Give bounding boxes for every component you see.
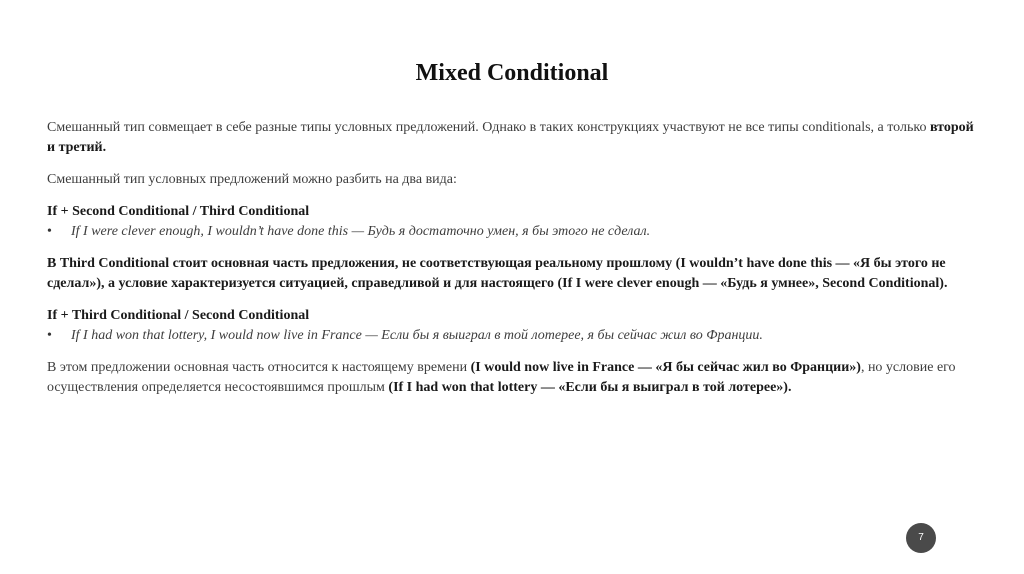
section2-bullet — [47, 326, 977, 346]
intro-text: Смешанный тип совмещает в себе разные типы условных предложений. Однако в таких конструкциях участвуют не все типы conditionals, а только — [47, 120, 930, 135]
section1-example: If I were clever enough, I wouldn’t have done this — Будь я достаточно умен, я бы этого не сделал. — [71, 224, 651, 239]
spacer — [47, 190, 977, 202]
spacer — [47, 294, 977, 306]
section2-explanation-part1: В этом предложении основная часть относится к настоящему времени — [47, 360, 471, 375]
spacer — [47, 158, 977, 170]
section1-bullet — [47, 222, 977, 242]
spacer — [47, 242, 977, 254]
intro-bold-text: второй и третий. — [47, 120, 974, 155]
spacer — [47, 346, 977, 358]
intro-paragraph — [47, 118, 977, 158]
section1-explanation: В Third Conditional стоит основная часть предложения, не соответствующая реальному прошлому (I wouldn’t have done this — «Я бы этого не сделал»), а условие характеризуется ситуацией, справедливой и для настоящего (If I were clever enough — «Будь я умнее», Second Conditional). — [47, 256, 948, 291]
bullet-icon: • — [47, 224, 52, 239]
split-line: Смешанный тип условных предложений можно разбить на два вида: — [47, 172, 457, 187]
slide-title: Mixed Conditional — [415, 60, 609, 86]
section2-explanation-part2: , но условие его осуществления определяется несостоявшимся прошлым — [47, 360, 956, 395]
section2-explanation-bold2: (If I had won that lottery — «Если бы я выиграл в той лотерее»). — [388, 380, 792, 395]
slide-body — [47, 118, 977, 398]
section2-explanation — [47, 358, 977, 398]
page-number-badge: 7 — [906, 523, 936, 553]
section2-heading: If + Third Conditional / Second Conditional — [47, 308, 310, 323]
bullet-icon: • — [47, 328, 52, 343]
section2-example: If I had won that lottery, I would now live in France — Если бы я выиграл в той лотерее, я бы сейчас жил во Франции. — [71, 328, 763, 343]
section2-explanation-bold1: (I would now live in France — «Я бы сейчас жил во Франции») — [470, 360, 861, 375]
section1-heading: If + Second Conditional / Third Conditional — [47, 204, 310, 219]
